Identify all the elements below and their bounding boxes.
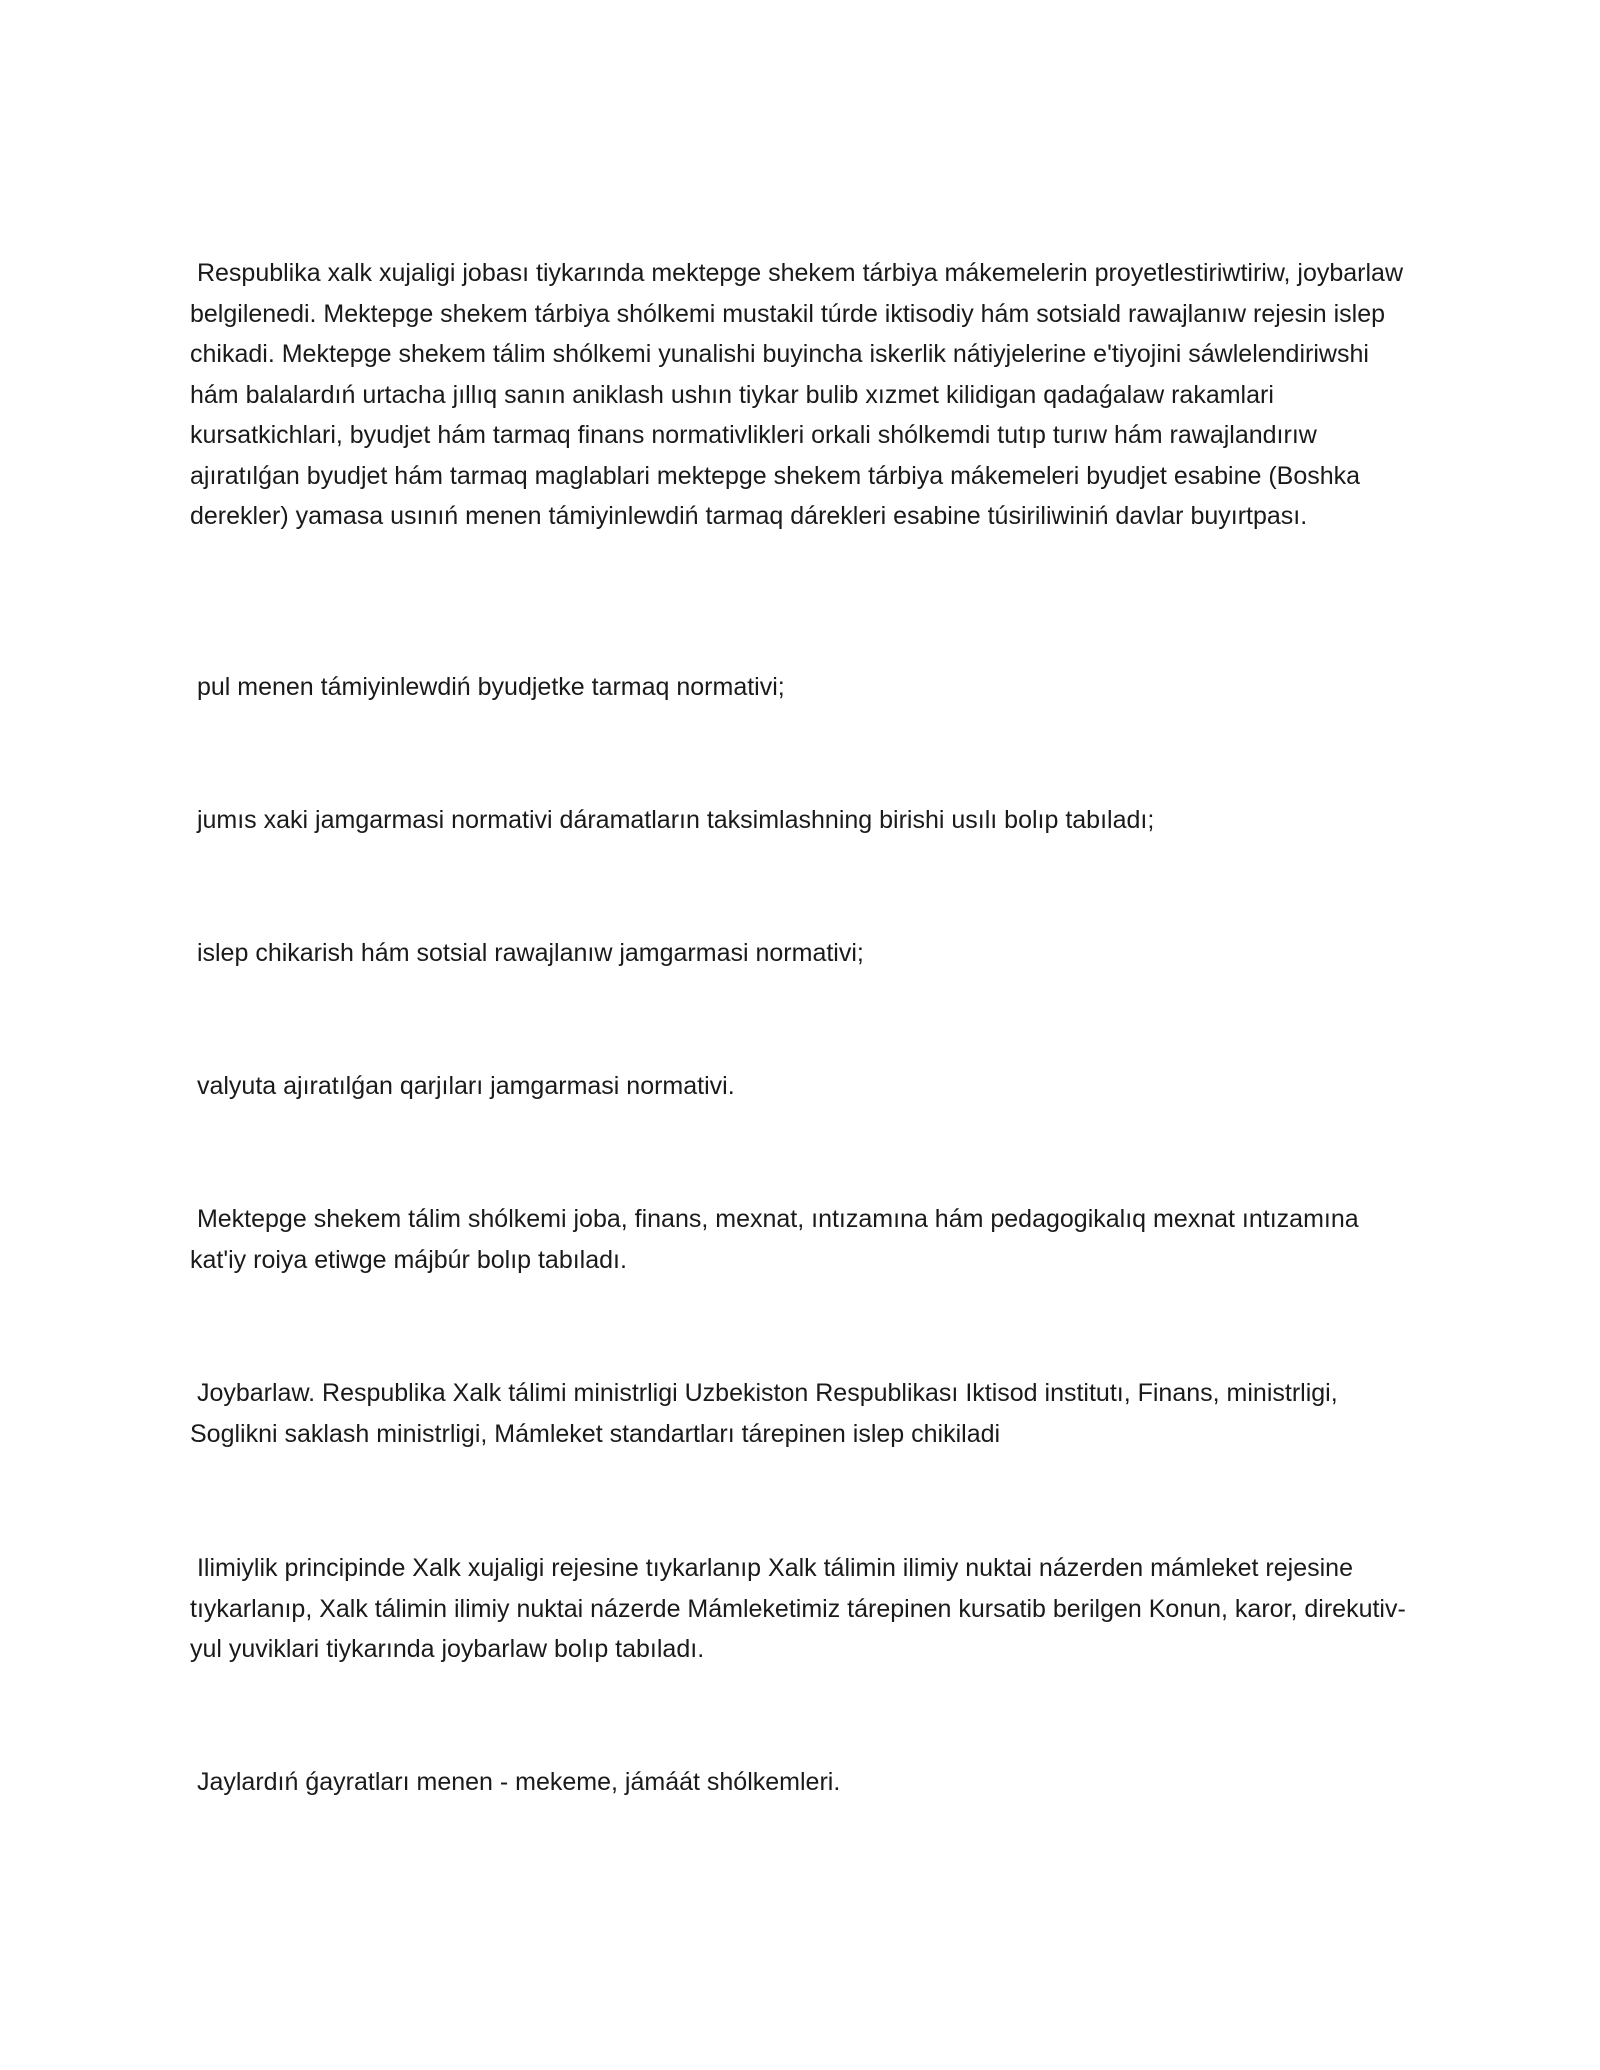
- paragraph-work-fund-normative: jumıs xaki jamgarmasi normativi dáramatların taksimlashning birishi usılı bolıp tabıladı;: [190, 806, 1155, 834]
- paragraph-scientific-principle: Ilimiylik principinde Xalk xujaligi rejesine tıykarlanıp Xalk tálimin ilimiy nuktai názerden mámleket rejesine tıykarlanıp, Xalk tálimin ilimiy nuktai názerde Mámleketimiz tárepinen kursatib berilgen Konun, karor, direkutiv-yul yuviklari tiykarında joybarlaw bolıp tabıladı.: [190, 1554, 1406, 1663]
- paragraph-discipline: Mektepge shekem tálim shólkemi joba, finans, mexnat, ıntızamına hám pedagogikalıq mexnat ıntızamına kat'iy roiya etiwge májbúr bolıp tabıladı.: [190, 1205, 1366, 1274]
- paragraph-intro: Respublika xalk xujaligi jobası tiykarında mektepge shekem tárbiya mákemelerin proyetlestiriwtiriw, joybarlaw belgilenedi. Mektepge shekem tárbiya shólkemi mustakil túrde iktisodiy hám sotsiald rawajlanıw rejesin islep chikadi. Mektepge shekem tálim shólkemi yunalishi buyincha iskerlik nátiyjelerine e'tiyojini sáwlelendiriwshi hám balalardıń urtacha jıllıq sanın aniklash ushın tiykar bulib xızmet kilidigan qadaǵalaw rakamlari kursatkichlari, byudjet hám tarmaq finans normativlikleri orkali shólkemdi tutıp turıw hám rawajlandırıw ajıratılǵan byudjet hám tarmaq maglablari mektepge shekem tárbiya mákemeleri byudjet esabine (Boshka derekler) yamasa usınıń menen támiyinlewdiń tarmaq dárekleri esabine túsiriliwiniń davlar buyırtpası.: [190, 259, 1410, 530]
- paragraph-budget-normative: pul menen támiyinlewdiń byudjetke tarmaq normativi;: [190, 673, 785, 701]
- paragraph-currency-fund-normative: valyuta ajıratılǵan qarjıları jamgarmasi normativi.: [190, 1072, 735, 1100]
- paragraph-planning: Joybarlaw. Respublika Xalk tálimi ministrligi Uzbekiston Respublikası Iktisod institutı, Finans, ministrligi, Soglikni saklash ministrligi, Mámleket standartları tárepinen islep chikiladi: [190, 1379, 1345, 1448]
- paragraph-local-initiatives: Jaylardıń ǵayratları menen - mekeme, jámáát shólkemleri.: [190, 1768, 841, 1796]
- paragraph-production-fund-normative: islep chikarish hám sotsial rawajlanıw jamgarmasi normativi;: [190, 939, 864, 967]
